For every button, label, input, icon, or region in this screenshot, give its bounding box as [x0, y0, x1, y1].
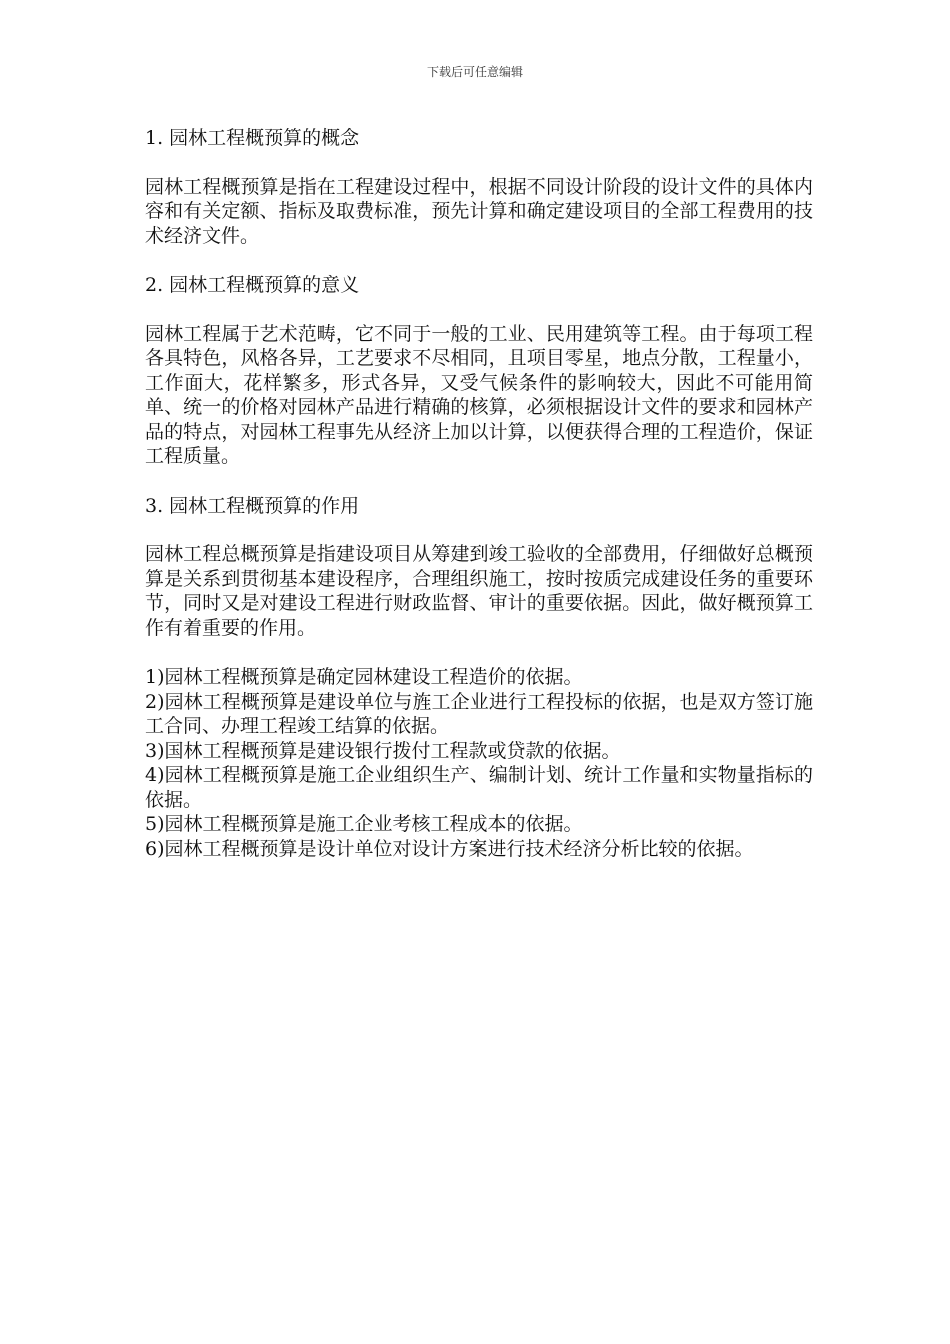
section-paragraph: 园林工程总概预算是指建设项目从筹建到竣工验收的全部费用，仔细做好总概预算是关系到贯彻基本建设程序，合理组织施工，按时按质完成建设任务的重要环节，同时又是对建设工程进行财政监督、审计的重要依据。因此，做好概预算工作有着重要的作用。 [145, 543, 813, 639]
section-paragraph: 园林工程属于艺术范畴，它不同于一般的工业、民用建筑等工程。由于每项工程各具特色，风格各异，工艺要求不尽相同，且项目零星，地点分散，工程量小，工作面大，花样繁多，形式各异，又受气候条件的影响较大，因此不可能用简单、统一的价格对园林产品进行精确的核算，必须根据设计文件的要求和园林产品的特点，对园林工程事先从经济上加以计算，以便获得合理的工程造价，保证工程质量。 [145, 322, 813, 467]
section-concept [145, 126, 813, 248]
section-heading: 2. 园林工程概预算的意义 [145, 274, 360, 296]
list-item: 4)园林工程概预算是施工企业组织生产、编制计划、统计工作量和实物量指标的依据。 [145, 764, 813, 811]
section-heading: 3. 园林工程概预算的作用 [145, 494, 360, 517]
list-item: 1)园林工程概预算是确定园林建设工程造价的依据。 [145, 666, 583, 688]
function-list [145, 665, 813, 861]
list-item: 3)国林工程概预算是建设银行拨付工程款或贷款的依据。 [145, 739, 621, 762]
section-function [145, 494, 813, 641]
list-item: 2)园林工程概预算是建设单位与旌工企业进行工程投标的依据，也是双方签订施工合同、办理工程竣工结算的依据。 [145, 690, 813, 737]
list-item: 6)园林工程概预算是设计单位对设计方案进行技术经济分析比较的依据。 [145, 837, 754, 860]
document-body [145, 126, 813, 861]
section-significance [145, 273, 813, 469]
section-heading: 1. 园林工程概预算的概念 [145, 127, 360, 149]
page-header-note: 下载后可任意编辑 [426, 65, 523, 79]
list-item: 5)园林工程概预算是施工企业考核工程成本的依据。 [145, 813, 583, 835]
section-paragraph: 园林工程概预算是指在工程建设过程中，根据不同设计阶段的设计文件的具体内容和有关定额、指标及取费标准，预先计算和确定建设项目的全部工程费用的技术经济文件。 [145, 175, 813, 247]
